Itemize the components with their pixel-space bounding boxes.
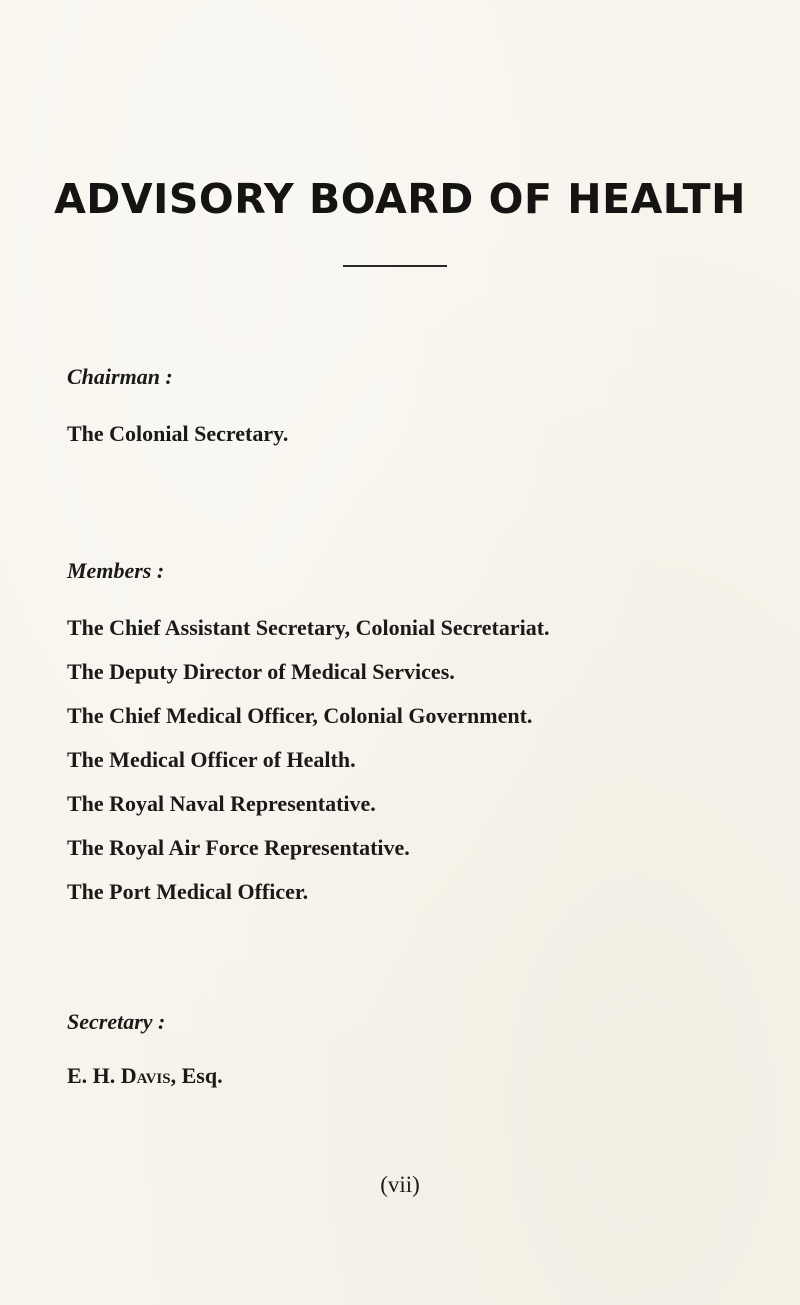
title-divider xyxy=(343,265,447,267)
page-number: (vii) xyxy=(380,1172,420,1197)
members-label: Members : xyxy=(67,558,165,583)
chairman-label: Chairman : xyxy=(67,364,173,389)
secretary-surname: Davis, xyxy=(120,1063,177,1088)
chairman-name: The Colonial Secretary. xyxy=(67,421,289,446)
member-item: The Royal Air Force Representative. xyxy=(67,835,410,860)
member-item: The Chief Medical Officer, Colonial Government. xyxy=(67,703,533,728)
member-item: The Royal Naval Representative. xyxy=(67,791,376,816)
member-item: The Chief Assistant Secretary, Colonial Secretariat. xyxy=(67,615,550,640)
secretary-initials: E. H. xyxy=(67,1063,116,1088)
secretary-name xyxy=(67,1063,223,1089)
secretary-suffix: Esq. xyxy=(181,1063,223,1088)
member-item: The Deputy Director of Medical Services. xyxy=(67,659,455,684)
member-item: The Medical Officer of Health. xyxy=(67,747,356,772)
page-title: ADVISORY BOARD OF HEALTH xyxy=(54,175,746,223)
secretary-label: Secretary : xyxy=(67,1009,166,1034)
member-item: The Port Medical Officer. xyxy=(67,879,309,904)
